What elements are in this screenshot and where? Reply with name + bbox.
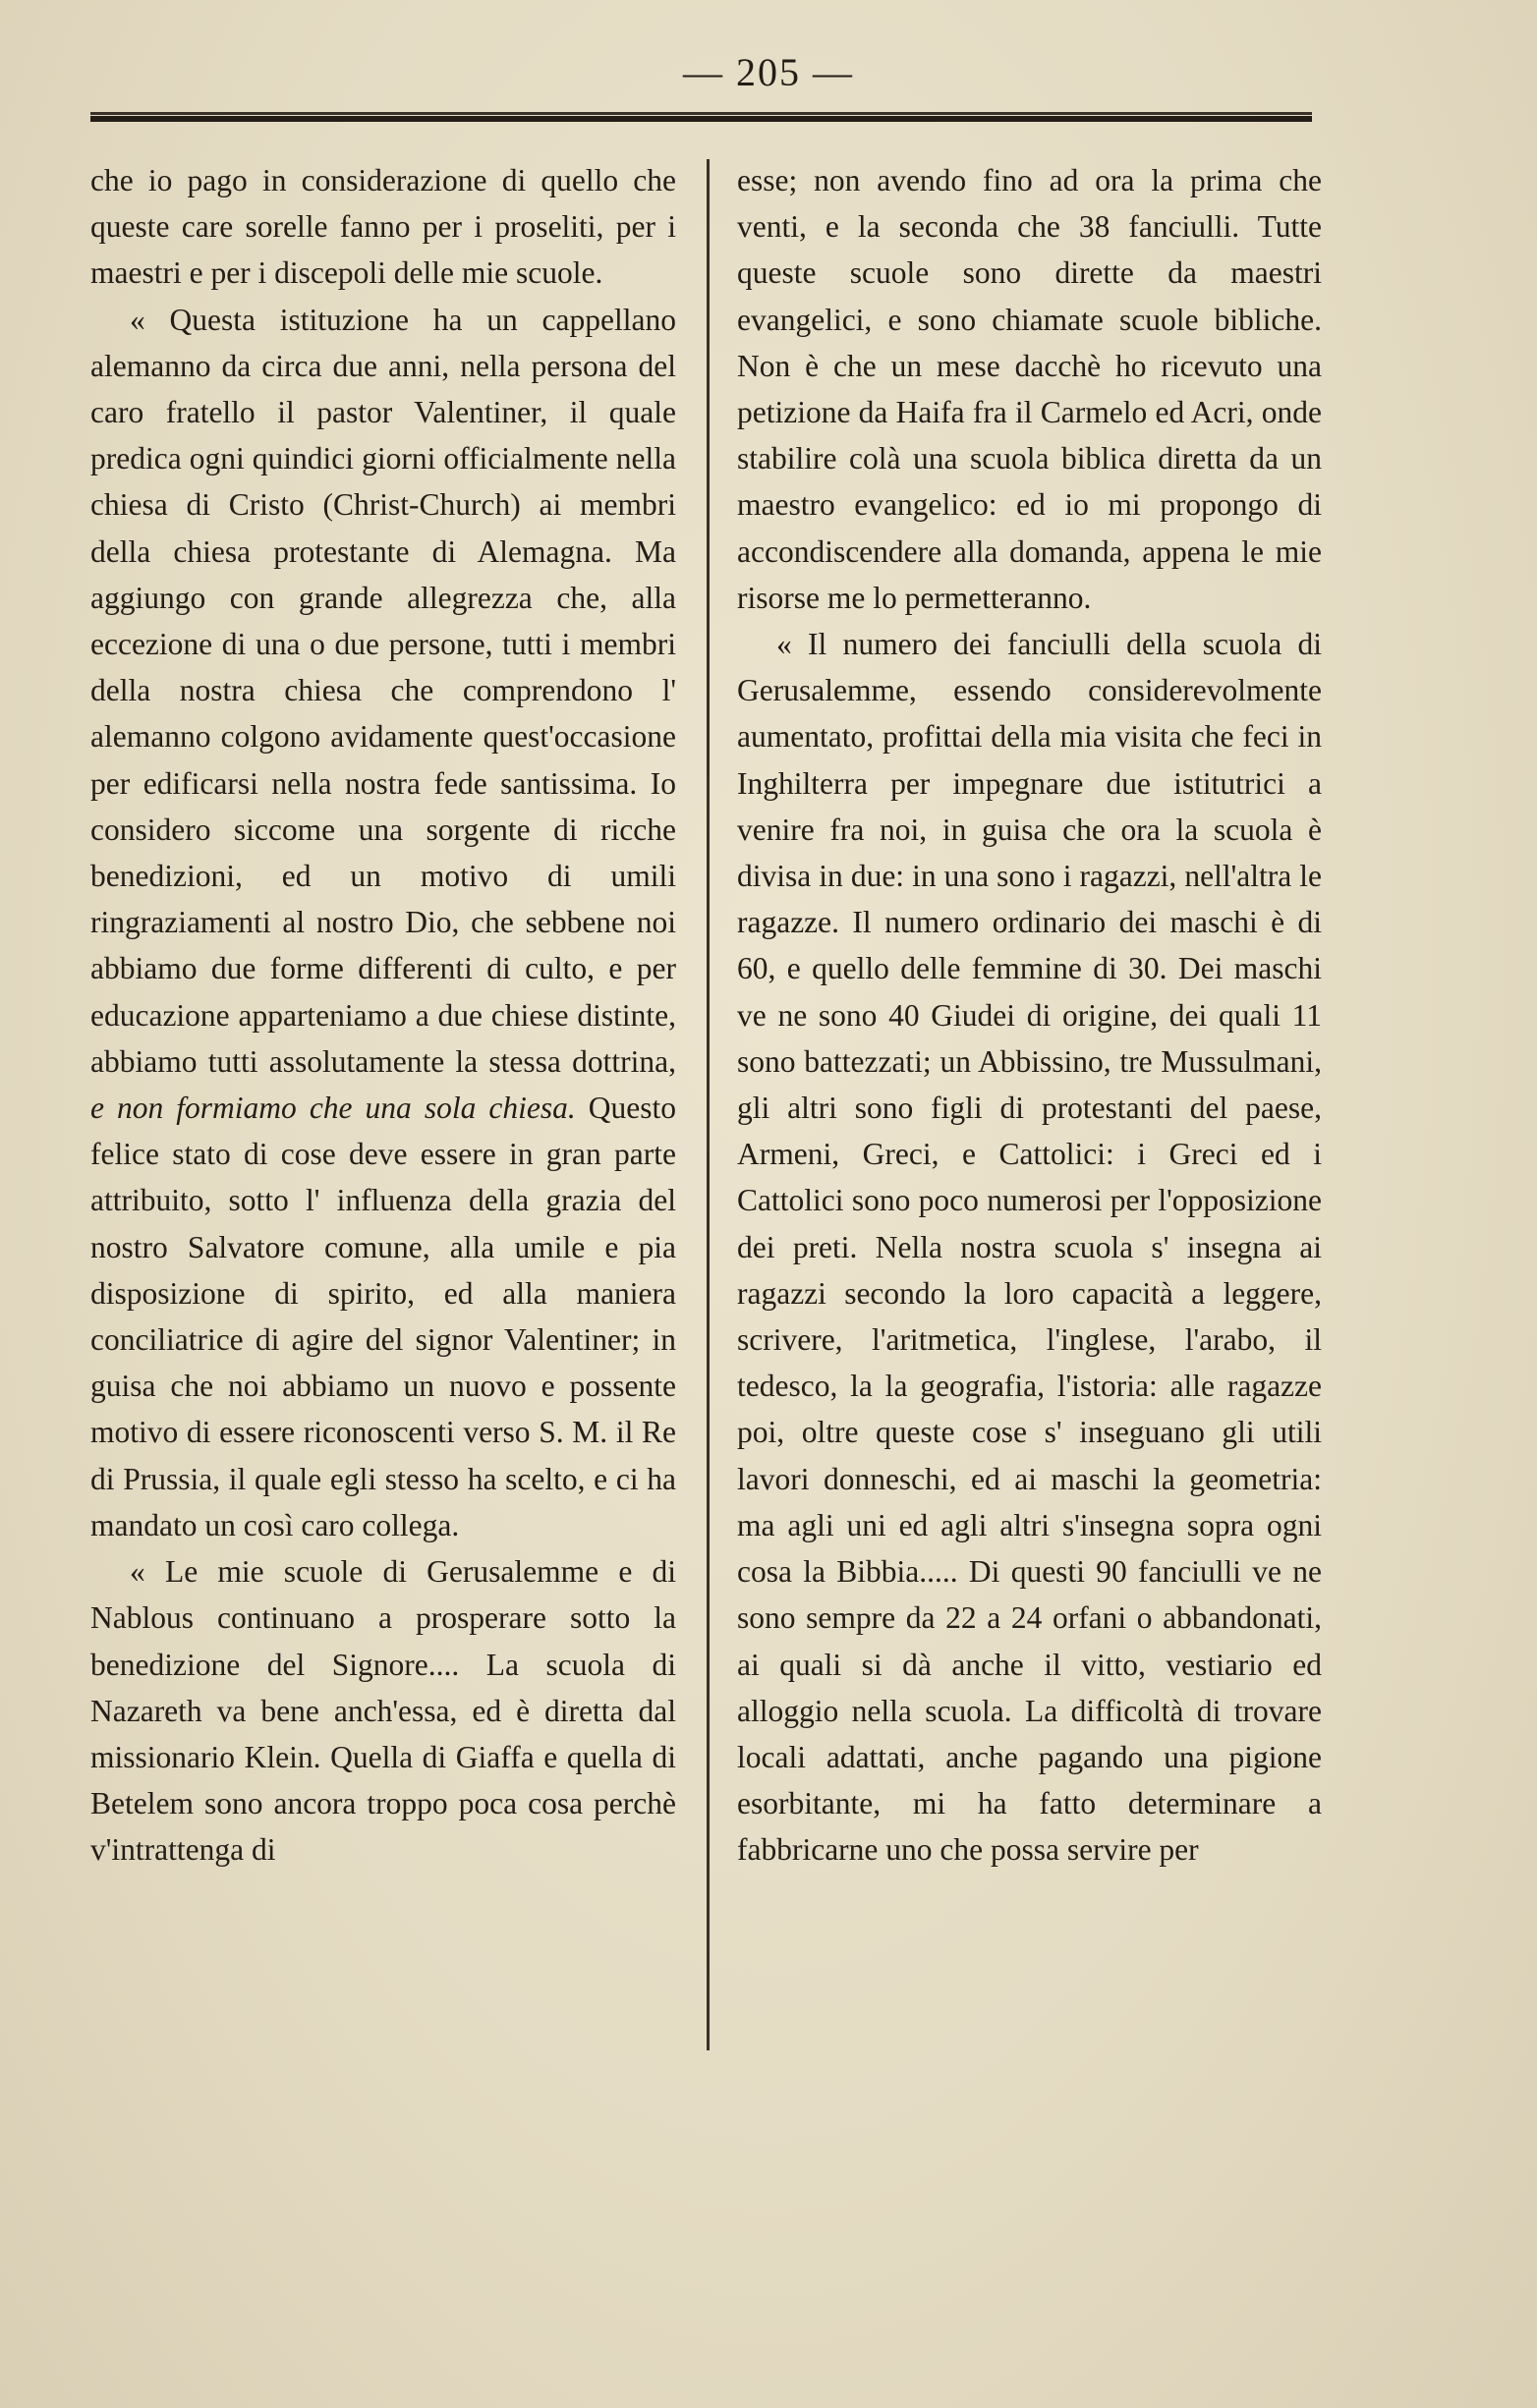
paragraph: « Le mie scuole di Gerusalemme e di Nablous continuano a prosperare sotto la benedizione del Signore.... La scuola di Nazareth va bene anch'essa, ed è diretta dal missionario Klein. Quella di Giaffa e quella di Betelem sono ancora troppo poca cosa perchè v'intrattenga di xyxy=(90,1554,676,1868)
left-column xyxy=(90,157,676,1874)
paragraph: che io pago in considerazione di quello che queste care sorelle fanno per i proseliti, per i maestri e per i discepoli delle mie scuole. xyxy=(90,163,676,291)
paragraph: « Questa istituzione ha un cappellano alemanno da circa due anni, nella persona del caro fratello il pastor Valentiner, il quale predica ogni quindici giorni officialmente nella chiesa di Cristo (Christ-Church) ai membri della chiesa protestante di Alemagna. Ma aggiungo con grande allegrezza che, alla eccezione di una o due persone, tutti i membri della nostra chiesa che comprendono l' alemanno colgono avidamente quest'occasione per edificarsi nella nostra fede santissima. Io considero siccome una sorgente di ricche benedizioni, ed un motivo di umili ringraziamenti al nostro Dio, che sebbene noi abbiamo due forme differenti di culto, e per educazione apparteniamo a due chiese distinte, abbiamo tutti assolutamente la stessa dottrina, e non formiamo che una sola chiesa. Questo felice stato di cose deve essere in gran parte attribuito, sotto l' influenza della grazia del nostro Salvatore comune, alla umile e pia disposizione di spirito, ed alla maniera conciliatrice di agire del signor Valentiner; in guisa che noi abbiamo un nuovo e possente motivo di essere riconoscenti verso S. M. il Re di Prussia, il quale egli stesso ha scelto, e ci ha mandato un così caro collega. xyxy=(90,302,677,1542)
paragraph: « Il numero dei fanciulli della scuola di Gerusalemme, essendo considerevolmente aumentato, profittai della mia visita che feci in Inghilterra per impegnare due istitutrici a venire fra noi, in guisa che ora la scuola è divisa in due: in una sono i ragazzi, nell'altra le ragazze. Il numero ordinario dei maschi è di 60, e quello delle femmine di 30. Dei maschi ve ne sono 40 Giudei di origine, dei quali 11 sono battezzati; un Abbissino, tre Mussulmani, gli altri sono figli di protestanti del paese, Armeni, Greci, e Cattolici: i Greci ed i Cattolici sono poco numerosi per l'opposizione dei preti. Nella nostra scuola s' insegna ai ragazzi secondo la loro capacità a leggere, scrivere, l'aritmetica, l'inglese, l'arabo, il tedesco, la la geografia, l'istoria: alle ragazze poi, oltre queste cose s' inseguano gli utili lavori donneschi, ed ai maschi la geometria: ma agli uni ed agli altri s'insegna sopra ogni cosa la Bibbia..... Di questi 90 fanciulli ve ne sono sempre da 22 a 24 orfani o abbandonati, ai quali si dà anche il vitto, vestiario ed alloggio nella scuola. La difficoltà di trovare locali adattati, anche pagando una pigione esorbitante, mi ha fatto determinare a fabbricarne uno che possa servire per xyxy=(737,627,1322,1868)
column-divider xyxy=(707,159,710,2050)
italic-phrase: e non formiamo che una sola chiesa. xyxy=(90,1091,576,1126)
header-rule xyxy=(90,112,1312,122)
paragraph: esse; non avendo fino ad ora la prima che venti, e la seconda che 38 fanciulli. Tutte queste scuole sono dirette da maestri evangelici, e sono chiamate scuole bibliche. Non è che un mese dacchè ho ricevuto una petizione da Haifa fra il Carmelo ed Acri, onde stabilire colà una scuola biblica diretta da un maestro evangelico: ed io mi propongo di accondiscendere alla domanda, appena le mie risorse me lo permetteranno. xyxy=(737,163,1322,615)
right-column xyxy=(737,157,1322,1874)
page-number: — 205 — xyxy=(683,50,854,94)
